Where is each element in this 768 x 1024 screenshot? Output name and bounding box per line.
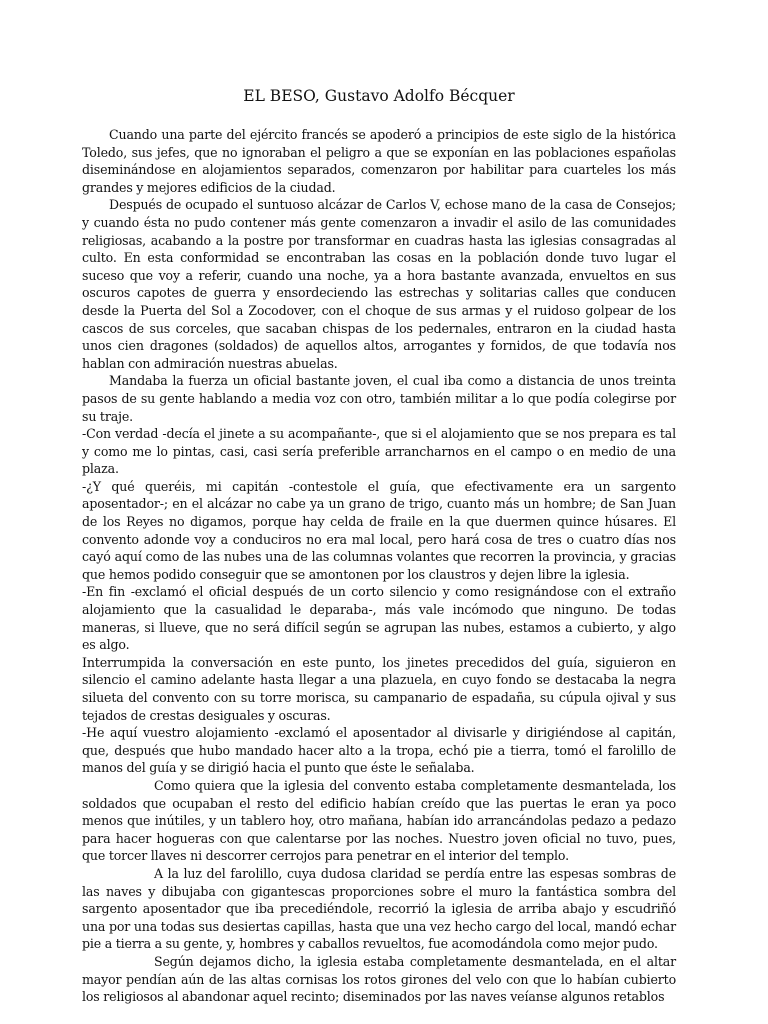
document-body	[82, 126, 676, 1006]
document-title: EL BESO, Gustavo Adolfo Bécquer	[243, 87, 515, 105]
paragraph-5: -¿Y qué queréis, mi capitán -contestole el guía, que efectivamente era un sargento aposentador-; en el alcázar no cabe ya un grano de trigo, cuanto más un hombre; de San Juan de los Reyes no digamos, porque hay celda de fraile en la que duermen quince húsares. El convento adonde voy a conduciros no era mal local, pero hará cosa de tres o cuatro días nos cayó aquí como de las nubes una de las columnas volantes que recorren la provincia, y gracias que hemos podido conseguir que se amontonen por los claustros y dejen libre la iglesia.	[82, 478, 676, 582]
paragraph-11: Según dejamos dicho, la iglesia estaba completamente desmantelada, en el altar mayor pendían aún de las altas cornisas los rotos girones del velo con que lo habían cubierto los religiosos al abandonar aquel recinto; diseminados por las naves veíanse algunos retablos	[82, 953, 676, 1005]
paragraph-7: Interrumpida la conversación en este punto, los jinetes precedidos del guía, siguieron en silencio el camino adelante hasta llegar a una plazuela, en cuyo fondo se destacaba la negra silueta del convento con su torre morisca, su campanario de espadaña, su cúpula ojival y sus tejados de crestas desiguales y oscuras.	[82, 654, 676, 723]
paragraph-3: Mandaba la fuerza un oficial bastante joven, el cual iba como a distancia de unos treinta pasos de su gente hablando a media voz con otro, también militar a lo que podía colegirse por su traje.	[82, 373, 676, 424]
paragraph-1: Cuando una parte del ejército francés se apoderó a principios de este siglo de la histórica Toledo, sus jefes, que no ignoraban el peligro a que se exponían en las poblaciones españolas diseminándose en alojamientos separados, comenzaron por habilitar para cuarteles los más grandes y mejores edificios de la ciudad.	[82, 127, 676, 195]
paragraph-10: A la luz del farolillo, cuya dudosa claridad se perdía entre las espesas sombras de las naves y dibujaba con gigantescas proporciones sobre el muro la fantástica sombra del sargento aposentador que iba precediéndole, recorrió la iglesia de arriba abajo y escudriñó una por una todas sus desiertas capillas, hasta que una vez hecho cargo del local, mandó echar pie a tierra a su gente, y, hombres y caballos revueltos, fue acomodándola como mejor pudo.	[82, 865, 676, 952]
paragraph-2: Después de ocupado el suntuoso alcázar de Carlos V, echose mano de la casa de Consejos; y cuando ésta no pudo contener más gente comenzaron a invadir el asilo de las comunidades religiosas, acabando a la postre por transformar en cuadras hasta las iglesias consagradas al culto. En esta conformidad se encontraban las cosas en la población donde tuvo lugar el suceso que voy a referir, cuando una noche, ya a hora bastante avanzada, envueltos en sus oscuros capotes de guerra y ensordeciendo las estrechas y solitarias calles que conducen desde la Puerta del Sol a Zocodover, con el choque de sus armas y el ruidoso golpear de los cascos de sus corceles, que sacaban chispas de los pedernales, entraron en la ciudad hasta unos cien dragones (soldados) de aquellos altos, arrogantes y fornidos, de que todavía nos hablan con admiración nuestras abuelas.	[82, 197, 676, 371]
paragraph-4: -Con verdad -decía el jinete a su acompañante-, que si el alojamiento que se nos prepara es tal y como me lo pintas, casi, casi sería preferible arrancharnos en el campo o en medio de una plaza.	[82, 426, 676, 477]
paragraph-9: Como quiera que la iglesia del convento estaba completamente desmantelada, los soldados que ocupaban el resto del edificio habían creído que las puertas le eran ya poco menos que inútiles, y un tablero hoy, otro mañana, habían ido arrancándolas pedazo a pedazo para hacer hogueras con que calentarse por las noches. Nuestro joven oficial no tuvo, pues, que torcer llaves ni descorrer cerrojos para penetrar en el interior del templo.	[82, 777, 676, 864]
paragraph-8: -He aquí vuestro alojamiento -exclamó el aposentador al divisarle y dirigiéndose al capitán, que, después que hubo mandado hacer alto a la tropa, echó pie a tierra, tomó el farolillo de manos del guía y se dirigió hacia el punto que éste le señalaba.	[82, 725, 676, 776]
paragraph-6: -En fin -exclamó el oficial después de un corto silencio y como resignándose con el extraño alojamiento que la casualidad le deparaba-, más vale incómodo que ninguno. De todas maneras, si llueve, que no será difícil según se agrupan las nubes, estamos a cubierto, y algo es algo.	[82, 584, 676, 653]
